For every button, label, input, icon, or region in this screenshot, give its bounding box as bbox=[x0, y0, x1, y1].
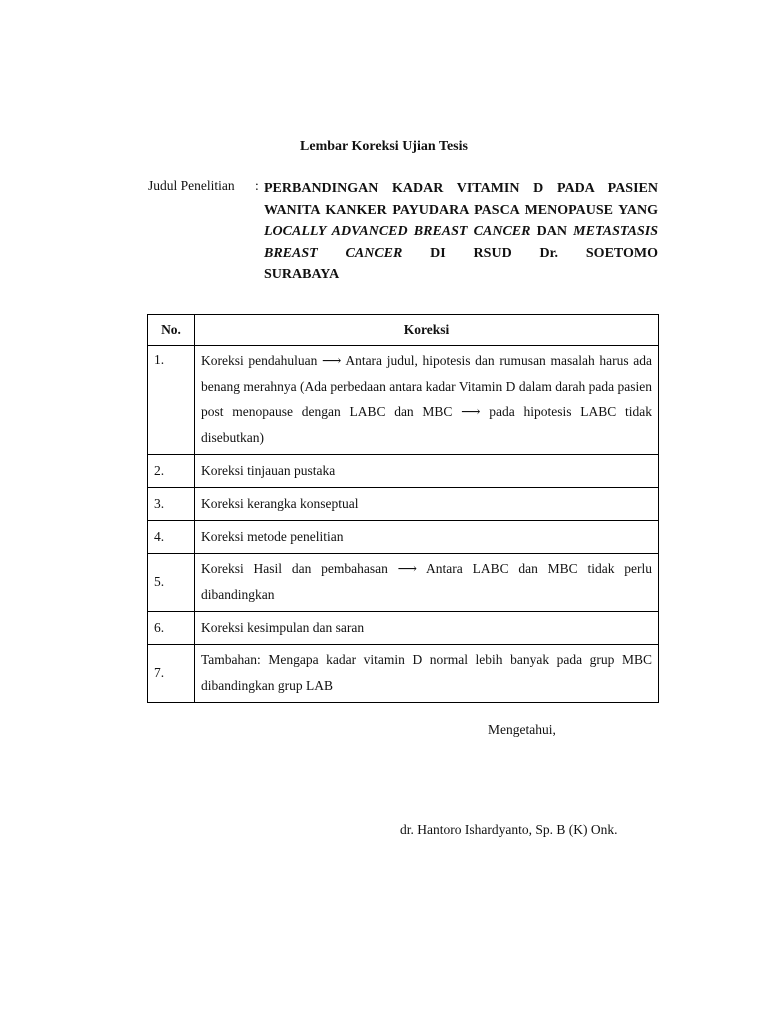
judul-line-5: SURABAYA bbox=[264, 267, 340, 282]
correction-table bbox=[147, 314, 659, 703]
judul-line-2: WANITA KANKER PAYUDARA PASCA MENOPAUSE bbox=[264, 202, 613, 218]
judul-line-4-b: DI RSUD Dr. SOETOMO bbox=[402, 245, 658, 261]
koreksi-cell: Koreksi Hasil dan pembahasan ⟶ Antara LABC dan MBC tidak perlu dibandingkan bbox=[195, 554, 659, 612]
table-row bbox=[148, 488, 659, 521]
header-no: No. bbox=[148, 315, 195, 346]
koreksi-cell: Tambahan: Mengapa kadar vitamin D normal lebih banyak pada grup MBC dibandingkan grup LAB bbox=[195, 645, 659, 703]
row-number: 1. bbox=[148, 346, 195, 455]
signoff-name: dr. Hantoro Ishardyanto, Sp. B (K) Onk. bbox=[400, 822, 618, 837]
page-title: Lembar Koreksi Ujian Tesis bbox=[300, 139, 468, 154]
koreksi-cell: Koreksi metode penelitian bbox=[195, 521, 659, 554]
judul-line-3-b: DAN bbox=[530, 224, 567, 239]
koreksi-cell: Koreksi tinjauan pustaka bbox=[195, 455, 659, 488]
table-row bbox=[148, 645, 659, 703]
row-number: 5. bbox=[148, 554, 195, 612]
judul-line-1: PERBANDINGAN KADAR VITAMIN D PADA PASIEN bbox=[264, 181, 658, 196]
judul-line-3-a: YANG bbox=[618, 202, 658, 218]
table-row bbox=[148, 455, 659, 488]
row-number: 7. bbox=[148, 645, 195, 703]
table-header-row bbox=[148, 315, 659, 346]
koreksi-cell: Koreksi kesimpulan dan saran bbox=[195, 612, 659, 645]
koreksi-cell: Koreksi kerangka konseptual bbox=[195, 488, 659, 521]
table-row bbox=[148, 521, 659, 554]
row-number: 4. bbox=[148, 521, 195, 554]
table-row bbox=[148, 612, 659, 645]
table-row bbox=[148, 554, 659, 612]
judul-line-4-italic: METASTASIS BREAST CANCER bbox=[264, 224, 658, 261]
table-row bbox=[148, 346, 659, 455]
judul-colon: : bbox=[255, 178, 259, 193]
signoff-label: Mengetahui, bbox=[488, 722, 556, 737]
header-koreksi: Koreksi bbox=[195, 315, 659, 346]
judul-label: Judul Penelitian bbox=[148, 178, 235, 193]
row-number: 6. bbox=[148, 612, 195, 645]
judul-text bbox=[264, 178, 658, 286]
row-number: 2. bbox=[148, 455, 195, 488]
koreksi-cell: Koreksi pendahuluan ⟶ Antara judul, hipotesis dan rumusan masalah harus ada benang merahnya (Ada perbedaan antara kadar Vitamin D dalam darah pada pasien post menopause dengan LABC dan MBC ⟶ pada hipotesis LABC tidak disebutkan) bbox=[195, 346, 659, 455]
row-number: 3. bbox=[148, 488, 195, 521]
judul-line-3-italic: LOCALLY ADVANCED BREAST CANCER bbox=[264, 224, 531, 239]
